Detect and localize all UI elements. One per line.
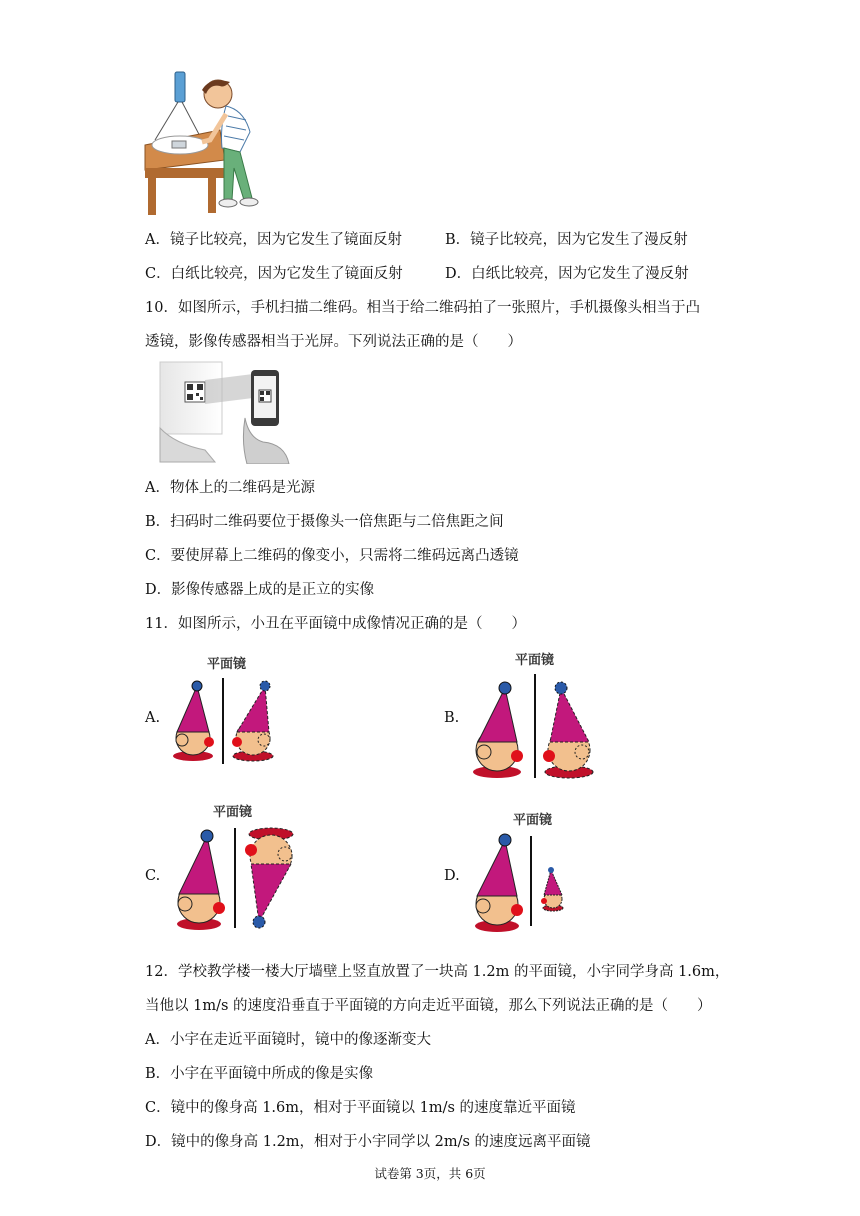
q12-stem-line2: 当他以 1m/s 的速度沿垂直于平面镜的方向走近平面镜，那么下列说法正确的是（ ） (145, 998, 712, 1014)
q11-mirror-caption-c: 平面镜 (213, 805, 253, 820)
q12-option-d: D．镜中的像身高 1.2m，相对于小宇同学以 2m/s 的速度远离平面镜 (145, 1134, 591, 1150)
q10-stem-line2: 透镜，影像传感器相当于光屏。下列说法正确的是（ ） (145, 334, 522, 350)
flashlight-experiment-illustration (140, 70, 270, 216)
q11-label-c: C. (145, 868, 161, 884)
q10-option-b: B．扫码时二维码要位于摄像头一倍焦距与二倍焦距之间 (145, 514, 504, 530)
q11-label-a: A. (145, 710, 161, 726)
q11-mirror-caption-b: 平面镜 (515, 653, 555, 668)
q9-option-b: B．镜子比较亮，因为它发生了漫反射 (445, 232, 688, 248)
q10-option-c: C．要使屏幕上二维码的像变小，只需将二维码远离凸透镜 (145, 548, 519, 564)
page-footer: 试卷第 3页，共 6页 (374, 1166, 486, 1181)
q10-option-d: D．影像传感器上成的是正立的实像 (145, 582, 375, 598)
q11-label-b: B. (444, 710, 460, 726)
q11-label-d: D. (444, 868, 460, 884)
q11-figure-d (465, 808, 585, 938)
qr-scan-illustration (155, 358, 295, 464)
q10-stem-line1: 10．如图所示，手机扫描二维码。相当于给二维码拍了一张照片，手机摄像头相当于凸 (145, 300, 700, 316)
q11-figure-b (465, 648, 605, 784)
q11-stem: 11．如图所示，小丑在平面镜中成像情况正确的是（ ） (145, 616, 526, 632)
q11-mirror-caption-a: 平面镜 (207, 657, 247, 672)
q11-figure-a (165, 652, 285, 768)
q11-figure-c (165, 800, 305, 936)
q10-option-a: A．物体上的二维码是光源 (145, 480, 315, 496)
q12-option-b: B．小宇在平面镜中所成的像是实像 (145, 1066, 374, 1082)
q9-option-d: D．白纸比较亮，因为它发生了漫反射 (445, 266, 689, 282)
q9-option-a: A．镜子比较亮，因为它发生了镜面反射 (145, 232, 402, 248)
q12-option-c: C．镜中的像身高 1.6m，相对于平面镜以 1m/s 的速度靠近平面镜 (145, 1100, 576, 1116)
q12-stem-line1: 12．学校教学楼一楼大厅墙壁上竖直放置了一块高 1.2m 的平面镜，小宇同学身高 1.6m， (145, 964, 730, 980)
q9-option-c: C．白纸比较亮，因为它发生了镜面反射 (145, 266, 403, 282)
q11-mirror-caption-d: 平面镜 (513, 813, 553, 828)
q12-option-a: A．小宇在走近平面镜时，镜中的像逐渐变大 (145, 1032, 431, 1048)
